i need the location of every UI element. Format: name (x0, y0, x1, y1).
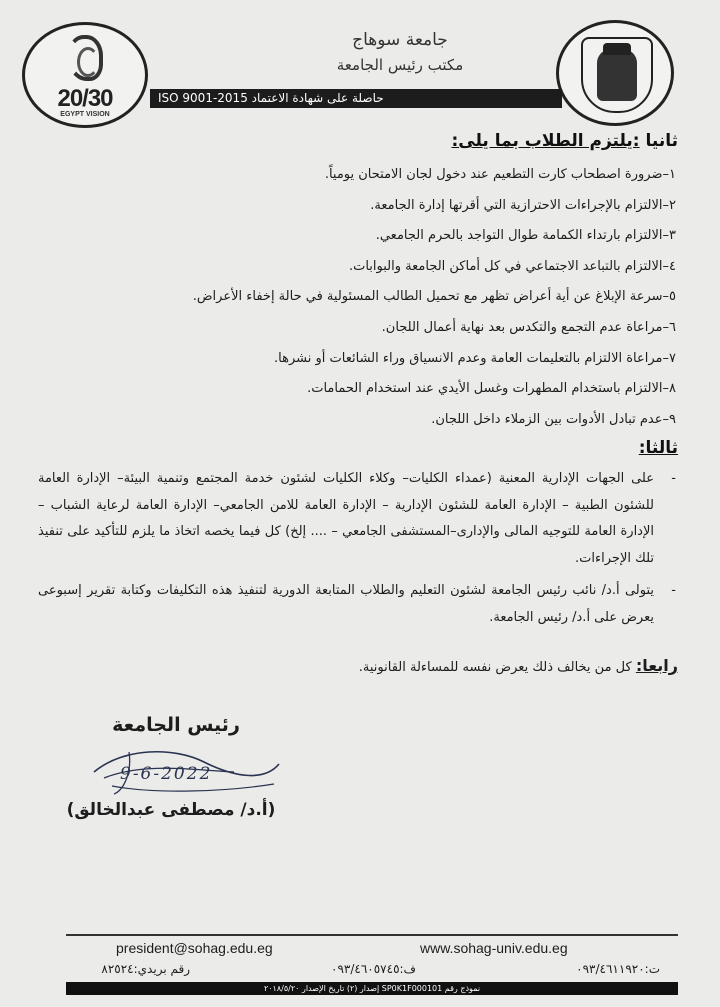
list-item: ٦–مراعاة عدم التجمع والتكدس بعد نهاية أعمال اللجان. (381, 319, 676, 335)
list-item: ٥–سرعة الإبلاغ عن أية أعراض تظهر مع تحميل الطالب المسئولية في حالة إخفاء الأعراض. (192, 289, 676, 305)
section3-list (38, 466, 678, 631)
vision-number: 20/30 (57, 85, 113, 112)
iso-certification-bar: حاصلة على شهادة الاعتماد ISO 9001-2015 (150, 89, 562, 108)
signatory-name: (أ.د/ مصطفى عبدالخالق) (66, 800, 276, 820)
section3-bullet2: يتولى أ.د/ نائب رئيس الجامعة لشئون التعليم والطلاب المتابعة الدورية لتنفيذ هذه التكليفات وكتابة تقرير إسبوعى يعرض على أ.د/ رئيس الجامعة. (38, 583, 654, 625)
form-number-bar: نموذج رقم SP0K1F000101 إصدار (٢) تاريخ الإصدار ٢٠١٨/٥/٢٠ (66, 982, 678, 995)
egypt-vision-2030-logo-icon (22, 22, 148, 128)
footer-divider (66, 934, 678, 936)
list-item: ٣–الالتزام بارتداء الكمامة طوال التواجد بالحرم الجامعي. (375, 228, 676, 244)
office-name: مكتب رئيس الجامعة (336, 56, 464, 74)
sohag-university-seal-icon (556, 20, 674, 126)
university-name: جامعة سوهاج (352, 30, 448, 50)
section4-text: كل من يخالف ذلك يعرض نفسه للمساءلة القانونية. (358, 660, 632, 675)
section2-title: :يلتزم الطلاب بما يلى: (451, 131, 640, 151)
list-item: ٢–الالتزام بالإجراءات الاحترازية التي أقرتها إدارة الجامعة. (370, 197, 676, 213)
section3-bullet1: على الجهات الإدارية المعنية (عمداء الكليات– وكلاء الكليات لشئون خدمة المجتمع وتنمية البيئة– الإدارة العامة للشئون الطبية – الإدارة العامة للشئون الإدارية – الإدارة العامة للامن الجامعي– الإدارة العامة لرعاية الشباب – الإدارة العامة للتوجيه المالى والإدارى–المستشفى الجامعي – .... إلخ) كل فيما يخصه اتخاذ ما يلزم للتأكيد على تنفيذ تلك الإجراءات. (38, 471, 654, 566)
section4-paragraph (38, 656, 678, 675)
signature-title: رئيس الجامعة (112, 714, 240, 736)
list-item: - على الجهات الإدارية المعنية (عمداء الكليات– وكلاء الكليات لشئون خدمة المجتمع وتنمية البيئة– الإدارة العامة للشئون الطبية – الإدارة العامة للشئون الإدارية – الإدارة العامة للامن الجامعي– الإدارة العامة لرعاية الشباب – الإدارة العامة للتوجيه المالى والإدارى–المستشفى الجامعي – .... إلخ) كل فيما يخصه اتخاذ ما يلزم للتأكيد على تنفيذ تلك الإجراءات. (38, 471, 676, 566)
section2-label: ثانيا (645, 131, 678, 151)
footer-postal: رقم بريدي:٨٢٥٢٤ (101, 962, 190, 976)
section2-heading (451, 131, 678, 151)
student-obligations-list (116, 160, 676, 435)
vision-caption: EGYPT VISION (60, 111, 110, 118)
list-item: ١–ضرورة اصطحاب كارت التطعيم عند دخول لجان الامتحان يومياً. (324, 167, 676, 182)
footer-fax: ف:٠٩٣/٤٦٠٥٧٤٥ (331, 962, 416, 976)
list-item: ٤–الالتزام بالتباعد الاجتماعي في كل أماكن الجامعة والبوابات. (348, 258, 676, 274)
list-item: - يتولى أ.د/ نائب رئيس الجامعة لشئون التعليم والطلاب المتابعة الدورية لتنفيذ هذه التكليفات وكتابة تقرير إسبوعى يعرض على أ.د/ رئيس الجامعة. (38, 583, 676, 625)
list-item: ٧–مراعاة الالتزام بالتعليمات العامة وعدم الانسياق وراء الشائعات أو نشرها. (274, 350, 676, 366)
footer-phone: ت:٠٩٣/٤٦١١٩٢٠ (576, 962, 660, 976)
handwritten-date: 9-6-2022 (120, 764, 213, 784)
footer-website: www.sohag-univ.edu.eg (420, 940, 568, 956)
list-item: ٩–عدم تبادل الأدوات بين الزملاء داخل اللجان. (431, 411, 676, 427)
section4-label: رابعا: (635, 656, 678, 675)
section3-heading: ثالثا: (638, 438, 678, 458)
list-item: ٨–الالتزام باستخدام المطهرات وغسل الأيدي عند استخدام الحمامات. (307, 381, 676, 397)
footer-email: president@sohag.edu.eg (116, 940, 273, 956)
